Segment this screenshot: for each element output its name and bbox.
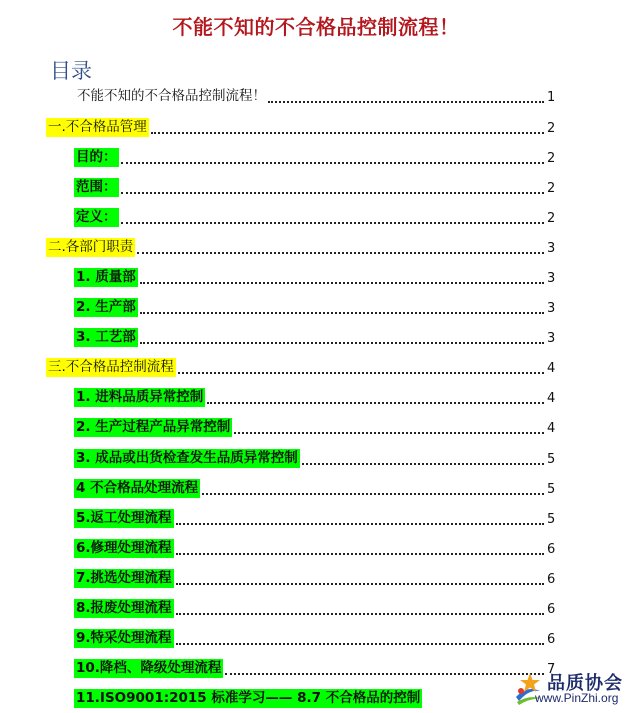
toc-entry-label: 9.特采处理流程 [76, 630, 172, 646]
toc-entry[interactable] [77, 84, 555, 106]
toc-entry[interactable] [46, 235, 555, 257]
toc-leader-dots [207, 398, 544, 404]
toc-page-number: 2 [547, 181, 556, 196]
toc-leader-dots [202, 489, 544, 495]
toc-leader-dots [176, 579, 544, 585]
toc-leader-dots [176, 639, 544, 645]
toc-page-number: 2 [547, 151, 556, 166]
toc-entry-label: 10.降档、降级处理流程 [76, 660, 222, 676]
toc-entry-label: 三.不合格品控制流程 [48, 359, 174, 375]
toc-entry-label: 目的： [76, 149, 117, 165]
toc-entry[interactable] [74, 596, 555, 618]
toc-page-number: 5 [547, 452, 556, 467]
toc-leader-dots [176, 549, 544, 555]
toc-leader-dots [302, 459, 544, 465]
toc-page-number: 3 [547, 271, 556, 286]
toc-entry-label: 1. 质量部 [76, 269, 136, 285]
toc-leader-dots [151, 128, 544, 134]
toc-entry-label: 7.挑选处理流程 [76, 570, 172, 586]
toc-entry[interactable] [74, 476, 555, 498]
toc-entry[interactable] [74, 446, 555, 468]
toc-leader-dots [176, 609, 544, 615]
toc-page-number: 6 [547, 572, 556, 587]
toc-entry[interactable] [74, 325, 555, 347]
toc-entry-label: 不能不知的不合格品控制流程！ [77, 88, 266, 104]
toc-entry-label: 定义： [76, 209, 117, 225]
toc-entry-label: 5.返工处理流程 [76, 510, 172, 526]
toc-entry[interactable] [74, 506, 555, 528]
toc-page-number: 2 [547, 211, 556, 226]
toc-entry-label: 2. 生产过程产品异常控制 [76, 419, 231, 435]
toc-entry-label: 6.修理处理流程 [76, 540, 172, 556]
toc-entry-label: 4 不合格品处理流程 [76, 480, 199, 496]
toc-entry-label: 11.ISO9001:2015 标准学习—— 8.7 不合格品的控制 [76, 690, 421, 706]
toc-entry-label: 8.报废处理流程 [76, 600, 172, 616]
toc-entry[interactable] [74, 536, 555, 558]
toc-heading: 目录 [50, 59, 92, 83]
toc-leader-dots [225, 669, 544, 675]
toc-leader-dots [178, 368, 544, 374]
toc-entry-label: 3. 成品或出货检查发生品质异常控制 [76, 450, 298, 466]
toc-entry[interactable] [46, 355, 555, 377]
toc-page-number: 6 [547, 632, 556, 647]
toc-page-number: 6 [547, 542, 556, 557]
toc-page-number: 3 [547, 241, 556, 256]
document-title: 不能不知的不合格品控制流程！ [172, 15, 460, 39]
toc-page-number: 4 [547, 391, 556, 406]
toc-leader-dots [176, 519, 544, 525]
watermark-url: www.PinZhi.org [535, 691, 619, 705]
toc-entry[interactable] [74, 265, 555, 287]
toc-leader-dots [121, 218, 545, 224]
toc-entry[interactable] [74, 385, 555, 407]
toc-page-number: 4 [547, 421, 556, 436]
toc-page-number: 4 [547, 361, 556, 376]
toc-entry[interactable] [74, 175, 555, 197]
toc-entry-label: 二.各部门职责 [48, 239, 134, 255]
toc-page-number: 2 [547, 121, 556, 136]
toc-leader-dots [234, 428, 544, 434]
toc-leader-dots [140, 278, 544, 284]
toc-entry[interactable] [74, 415, 555, 437]
toc-entry[interactable] [74, 566, 555, 588]
toc-leader-dots [137, 248, 544, 254]
toc-leader-dots [121, 188, 545, 194]
toc-leader-dots [140, 338, 544, 344]
toc-entry-label: 范围： [76, 179, 117, 195]
toc-page-number: 5 [547, 512, 556, 527]
toc-entry-label: 1. 进料品质异常控制 [76, 389, 204, 405]
toc-entry-label: 一.不合格品管理 [48, 119, 147, 135]
toc-leader-dots [140, 308, 544, 314]
toc-leader-dots [268, 97, 544, 103]
toc-entry[interactable] [46, 115, 555, 137]
toc-entry[interactable] [74, 686, 421, 708]
toc-entry[interactable] [74, 145, 555, 167]
toc-entry[interactable] [74, 205, 555, 227]
toc-entry-label: 3. 工艺部 [76, 329, 136, 345]
toc-page-number: 3 [547, 301, 556, 316]
toc-entry[interactable] [74, 295, 555, 317]
toc-page-number: 7 [547, 662, 556, 677]
toc-page-number: 5 [547, 482, 556, 497]
watermark-logo [513, 669, 625, 707]
toc-entry[interactable] [74, 626, 555, 648]
toc-page-number: 3 [547, 331, 556, 346]
toc-page-number: 6 [547, 602, 556, 617]
watermark-name: 品质协会 [547, 673, 623, 694]
toc-leader-dots [121, 158, 545, 164]
toc-entry[interactable] [74, 656, 555, 678]
toc-page-number: 1 [547, 90, 556, 105]
toc-entry-label: 2. 生产部 [76, 299, 136, 315]
